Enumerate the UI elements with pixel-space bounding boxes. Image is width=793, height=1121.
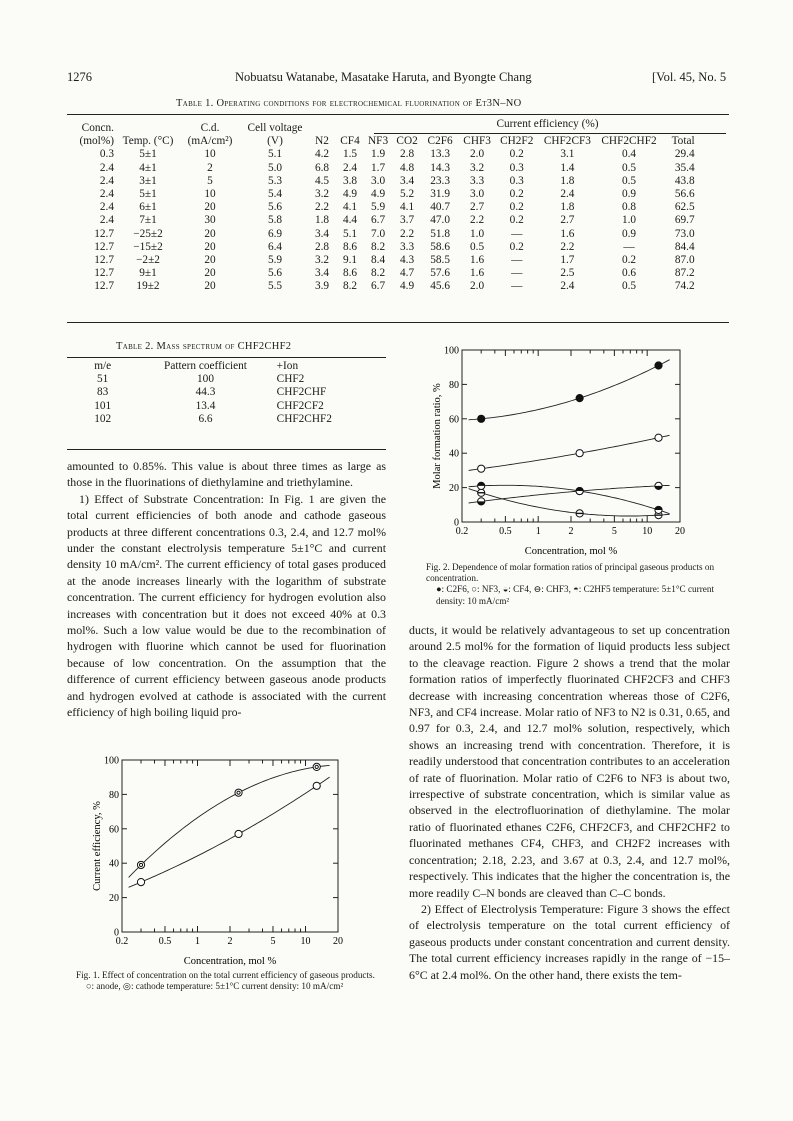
table1-cell: 0.3 [509,174,524,187]
table1-cell: 5.1 [267,148,283,161]
table1-cell: 2.4 [99,174,114,187]
fig1-x-tick-label: 20 [333,936,343,947]
table1-cell: 0.9 [621,188,637,201]
fig2-y-axis-label: Molar formation ratio, % [432,383,443,489]
fig2-series-line [469,360,670,420]
table1-cell: 0.5 [621,174,637,187]
table1-row [66,188,699,201]
table1-cell: 2 [207,161,213,174]
table1-cell: 5.1 [342,227,358,240]
fig1-data-point [235,789,242,796]
table1-cell: 0.5 [621,280,637,293]
table1-cell: 3.9 [314,280,330,293]
table1-cell: 2.2 [314,201,330,214]
table1-cell: 5.0 [267,161,283,174]
table1-cell: 2.4 [99,161,114,174]
table1-cell: 6.9 [267,227,283,240]
table1-cell: 45.6 [430,280,450,293]
fig2-caption [426,562,731,607]
table1-cell: 1.9 [370,148,386,161]
table1-col-header: C.d. (mA/cm²) [187,122,233,148]
fig2-series-line [469,485,670,503]
table1 [66,118,699,294]
table1-cell: 3.2 [470,161,485,174]
fig1-caption [76,970,386,992]
table1-cell: 40.7 [430,201,450,214]
fig2-x-tick-label: 1 [535,526,541,537]
table1-cell: 1.6 [560,227,575,240]
table1-bottom-rule [67,322,729,323]
fig2-x-tick-label: 5 [611,526,617,537]
table1-cell: 2.2 [470,214,485,227]
fig2-x-tick-label: 0.2 [455,526,469,537]
table1-cell: 4.9 [342,188,358,201]
table1-cell: 4.8 [400,161,415,174]
table1-col-header: Total [671,135,695,148]
table1-cell: 20 [204,254,216,267]
table1-cell: 3.4 [314,227,330,240]
table1-cell: 4.4 [342,214,358,227]
fig1-data-point [137,861,144,868]
table1-cell: 5.4 [267,188,283,201]
fig1-x-tick-label: 5 [270,936,276,947]
table1-cell: 29.4 [674,148,695,161]
table1-cell: 3.4 [314,267,330,280]
table1-cell: 58.6 [430,240,450,253]
table1-cell: 4.9 [370,188,386,201]
table1-col-header: CF4 [340,135,360,148]
fig1-plot-frame [122,760,338,932]
table2-cell: CHF2CF2 [276,399,324,412]
table1-cell: 2.2 [560,240,575,253]
table1-cell: 2.0 [470,148,485,161]
fig1-x-axis-label: Concentration, mol % [183,956,277,967]
table2-cell: 102 [94,412,112,425]
table1-cell: 0.3 [509,161,524,174]
fig2-data-point [655,482,662,489]
table2-caption: Table 2. Mass spectrum of CHF2CHF2 [116,341,292,352]
right-paragraph-1: ducts, it would be relatively advantageous to set up concentration around 2.5 mol% for the formation of liquid products less subject to the cleavage reaction. Figure 2 shows a trend that the molar formation ratios of imperfectly fluorinated CHF2CF3 and CHF3 decrease with increasing concentration whereas those of C2F6, NF3, and CF4 increase. Molar ratio of NF3 to N2 is 0.31, 0.65, and 0.97 for 0.3, 2.4, and 12.7 mol% solution, respectively, which shows an increasing trend with concentration. Therefore, it is readily understood that concentration contributes to an acceleration of rate of fluorination. Molar ratio of C2F6 to NF3 is about two, irrespective of substrate concentration, which is similar value as observed in the electrofluorination of diethylamine. The molar ratio of fluorinated ethanes C2F6, CHF2CF3, and CHF2CHF2 to fluorinated methanes CF4, CHF3, and CH2F2 increases with concentration; 2.18, 2.23, and 3.67 at 0.3, 2.4, and 12.7 mol%, respectively. This indicates that the higher the concentration is, the more readily C–N bonds are cleaved than C–C bonds. [409,623,730,900]
table1-cell: 1.6 [470,254,485,267]
left-column-text [67,458,386,721]
table2-grid [67,360,386,426]
table1-cell: 5.6 [267,267,283,280]
table1-cell: 56.6 [674,188,695,201]
table1-col-header: CHF2CHF2 [601,135,657,148]
table1-cell: 6.8 [314,161,330,174]
fig1-caption-legend: ○: anode, ◎: cathode temperature: 5±1°C current density: 10 mA/cm² [86,981,344,992]
table1-cell: 1.4 [560,161,575,174]
table1-cell: 5.6 [267,201,283,214]
table1-cell: 4.3 [400,254,415,267]
table2-cell: 44.3 [195,386,216,399]
table1-cell: 8.6 [342,267,358,280]
table1-caption: Table 1. Operating conditions for electrochemical fluorination of Et3N–NO [176,98,522,109]
table1-cell: 5.8 [267,214,283,227]
table1-cell: 5 [207,174,213,187]
table1-cell: −25±2 [133,227,163,240]
table1-cell: 8.4 [370,254,386,267]
table2-cell: 51 [97,373,109,386]
fig1-data-point [313,782,320,789]
table1-cell: 2.4 [99,188,114,201]
table2-row [67,373,386,386]
table2-cell: CHF2CHF2 [276,412,332,425]
table1-cell: 12.7 [94,227,114,240]
table1-cell: 2.4 [560,280,575,293]
table2-cell: 6.6 [198,412,213,425]
table1-cell: 87.0 [674,254,695,267]
table1-cell: 4.2 [314,148,330,161]
table1-cell: 23.3 [430,174,450,187]
table1-group-rule [374,133,726,134]
table1-cell: 5±1 [139,148,157,161]
volume-info: [Vol. 45, No. 5 [652,70,727,84]
fig2-data-point [576,510,583,517]
table2-row [67,413,386,426]
fig2-x-tick-label: 2 [568,526,574,537]
table1-col-header: N2 [315,135,329,148]
table1-cell: 8.2 [370,240,386,253]
table1-cell: 0.4 [621,148,637,161]
left-paragraph-1: amounted to 0.85%. This value is about three times as large as those in the fluorinations of diethylamine and triethylamine. [67,459,386,490]
table1-cell: 20 [204,201,216,214]
table1-cell: 12.7 [94,267,114,280]
fig1-y-tick-label: 20 [109,893,119,905]
table2-cell: 83 [97,386,109,399]
fig2-data-point [655,506,662,513]
table1-cell: 2.4 [342,161,358,174]
table1-cell: 10 [204,188,216,201]
table1-cell: 2.7 [560,214,575,227]
fig2-data-point [478,482,485,489]
fig2-x-tick-label: 20 [675,526,685,537]
table1-cell: 2.7 [470,201,485,214]
table1-cell: 3.3 [470,174,485,187]
running-authors: Nobuatsu Watanabe, Masatake Haruta, and Byongte Chang [235,70,532,84]
fig1-y-tick-label: 80 [109,789,119,801]
fig1-caption-title: Fig. 1. Effect of concentration on the total current efficiency of gaseous products. [76,970,375,980]
table1-cell: 4.1 [342,201,358,214]
table1-group-header: Current efficiency (%) [496,118,599,130]
table1-cell: 5.5 [267,280,283,293]
table1-row [66,254,699,267]
table1-cell: 0.9 [621,227,637,240]
table1-cell: 13.3 [430,148,450,161]
table1-cell: 3.0 [370,174,386,187]
table2-bottom-rule [67,449,386,450]
fig2-x-tick-label: 10 [642,526,653,537]
table1-cell: 0.2 [509,148,524,161]
table1-cell: 14.3 [430,161,450,174]
fig2-data-point [576,487,583,494]
right-column-text [409,622,730,983]
table1-cell: 0.2 [509,240,524,253]
table1-cell: 2.8 [400,148,415,161]
table1-cell: 8.6 [342,240,358,253]
table1-cell: 12.7 [94,254,114,267]
table1-cell: 2.0 [470,280,485,293]
fig2-x-tick-label: 0.5 [499,526,512,537]
fig1-data-point [313,763,320,770]
table1-row [66,201,699,214]
fig2-y-tick-label: 20 [449,483,459,495]
fig1-x-tick-label: 2 [227,936,233,947]
table2-cell: 101 [94,399,112,412]
table1-cell: 5.2 [400,188,415,201]
fig1-y-tick-label: 100 [104,755,119,767]
table1-cell: 0.5 [470,240,485,253]
table1-cell: 6.4 [267,240,283,253]
table1-cell: 20 [204,280,216,293]
fig1-y-axis-label: Current efficiency, % [92,801,103,891]
table1-cell: 0.2 [509,188,524,201]
table1-col-header: NF3 [368,135,389,148]
table1-cell: 1.5 [342,148,358,161]
table1-row [66,241,699,254]
table1-cell: 12.7 [94,280,114,293]
table1-cell: 3±1 [139,174,157,187]
table1-cell: 0.2 [509,201,524,214]
fig2-data-point [478,415,485,422]
table1-cell: 4±1 [139,161,157,174]
table1-cell: 9±1 [139,267,157,280]
fig1-x-tick-label: 10 [300,936,311,947]
table1-cell: 3.0 [470,188,485,201]
table1-cell: — [623,240,635,253]
table1-cell: 74.2 [674,280,695,293]
fig2-y-tick-label: 0 [454,517,459,529]
table1-cell: 1.6 [470,267,485,280]
table2-col-header: m/e [94,360,112,372]
table1-cell: 69.7 [674,214,695,227]
fig2-plot-frame [462,350,680,522]
table1-cell: 12.7 [94,240,114,253]
table1-cell: — [511,267,523,280]
table1-cell: 4.5 [314,174,330,187]
fig2-data-point [576,450,583,457]
table1-cell: 84.4 [674,240,695,253]
table1-col-header: Concn. (mol%) [79,122,114,148]
table1-cell: 1.8 [560,174,575,187]
fig2-series-line [469,489,670,516]
table1-cell: 2.4 [99,201,114,214]
table1-cell: 35.4 [674,161,695,174]
table1-row [66,280,699,293]
fig2-caption-legend: ●: C2F6, ○: NF3, ◒: CF4, ⊖: CHF3, ◓: C2HF5 temperature: 5±1°C current density: 10 mA/cm² [436,584,714,606]
table2-cell: CHF2CHF [276,386,327,399]
table1-cell: 1.7 [560,254,575,267]
table1-cell: 3.7 [400,214,415,227]
fig2-y-tick-label: 100 [444,345,459,357]
table1-col-header: CHF2CF3 [543,135,591,148]
table1-cell: 31.9 [430,188,450,201]
table1-cell: 5±1 [139,188,157,201]
table1-row [66,228,699,241]
table1-cell: 47.0 [430,214,450,227]
table1-cell: 2.2 [400,227,415,240]
table2-top-rule [67,357,386,358]
table1-cell: 6.7 [370,214,386,227]
table2-col-header: Pattern coefficient [164,360,247,372]
table1-cell: 4.9 [400,280,415,293]
table1-cell: 58.5 [430,254,450,267]
table1-cell: 7±1 [139,214,157,227]
table1-cell: — [511,280,523,293]
table1-row [66,175,699,188]
fig2-data-point [478,498,485,505]
table1-row [66,214,699,227]
table1-cell: — [511,227,523,240]
table1-col-header: CO2 [396,135,418,148]
table1-col-header: CHF3 [463,135,491,148]
table1-cell: 20 [204,240,216,253]
table1-cell: 1.8 [314,214,330,227]
table1-cell: 87.2 [674,267,695,280]
fig2-chart [428,342,698,560]
fig1-series-line [129,765,330,877]
table2-col-header: +Ion [276,360,299,372]
table1-cell: 2.8 [314,240,330,253]
table1-col-header: Temp. (°C) [122,135,174,148]
table1-cell: 2.4 [560,188,575,201]
table1-top-rule [67,114,729,115]
table1-cell: 4.7 [400,267,415,280]
fig2-y-tick-label: 60 [449,414,459,426]
fig1-x-tick-label: 1 [194,936,200,947]
table1-col-header: Cell voltage (V) [247,122,303,148]
table1-cell: 6.7 [370,280,386,293]
table1-row [66,162,699,175]
table1-cell: 6±1 [139,201,157,214]
fig2-caption-title: Fig. 2. Dependence of molar formation ratios of principal gaseous products on concentration. [426,562,715,584]
table1-cell: 0.6 [621,267,637,280]
fig2-data-point [655,434,662,441]
table1-grid [66,122,699,294]
fig1-y-tick-label: 60 [109,824,119,836]
table1-cell: 4.1 [400,201,415,214]
fig2-y-tick-label: 40 [449,448,459,460]
table1-col-header: C2F6 [427,135,453,148]
table1-cell: 3.4 [400,174,415,187]
right-paragraph-2: 2) Effect of Electrolysis Temperature: Figure 3 shows the effect of electrolysis temperature on the total current efficiency of gaseous products under constant concentration and current density. The total current efficiency increases rapidly in the range of −15–6°C at 2.4 mol%. On the other hand, there exists the tem- [409,901,730,982]
table1-col-header: CH2F2 [500,135,534,148]
table1-cell: 43.8 [674,174,695,187]
table1-cell: 3.1 [560,148,575,161]
table1-cell: 8.2 [370,267,386,280]
fig1-chart [78,752,368,974]
table1-cell: 0.2 [621,254,637,267]
fig2-series-line [469,435,670,470]
table1-cell: 0.2 [509,214,524,227]
table1-row [66,148,699,161]
table1-cell: 2.5 [560,267,575,280]
table1-cell: 9.1 [342,254,358,267]
table1-cell: 0.5 [621,161,637,174]
table1-cell: 62.5 [674,201,695,214]
table2-cell: CHF2 [276,373,305,386]
table1-cell: 19±2 [136,280,160,293]
fig1-series-line [129,777,330,887]
page-number: 1276 [67,70,92,84]
table1-cell: 10 [204,148,216,161]
table2-cell: 13.4 [195,399,216,412]
fig2-data-point [576,395,583,402]
fig2-data-point [478,489,485,496]
fig1-data-point [235,830,242,837]
table2-row [67,386,386,399]
fig2-x-axis-label: Concentration, mol % [524,546,618,557]
table1-cell: 1.0 [621,214,637,227]
fig1-x-tick-label: 0.2 [115,936,129,947]
table1-cell: 0.3 [99,148,114,161]
table1-cell: 20 [204,227,216,240]
table1-cell: 57.6 [430,267,450,280]
fig2-y-tick-label: 80 [449,379,459,391]
table1-cell: 7.0 [370,227,386,240]
fig1-x-tick-label: 0.5 [158,936,172,947]
table1-cell: 3.2 [314,188,330,201]
table1-cell: −15±2 [133,240,163,253]
table1-cell: −2±2 [136,254,160,267]
table1-cell: 20 [204,267,216,280]
table1-cell: 3.8 [342,174,358,187]
fig1-y-tick-label: 0 [114,927,119,939]
table1-cell: 5.9 [370,201,386,214]
table1-cell: 3.3 [400,240,415,253]
table1-cell: — [511,254,523,267]
table1-cell: 5.9 [267,254,283,267]
fig2-data-point [655,362,662,369]
fig1-y-tick-label: 40 [109,858,119,870]
table1-cell: 51.8 [430,227,450,240]
table2-row [67,400,386,413]
table1-cell: 5.3 [267,174,283,187]
fig1-data-point [137,879,144,886]
table1-cell: 0.8 [621,201,637,214]
table1-cell: 1.7 [370,161,386,174]
table1-cell: 2.4 [99,214,114,227]
fig2-data-point [478,465,485,472]
table2-cell: 100 [197,373,214,386]
left-paragraph-2: 1) Effect of Substrate Concentration: In Fig. 1 are given the total current efficiencies of both anode and cathode gaseous products at three different concentrations 0.3, 2.4, and 12.7 mol% under the constant electrolysis temperature 5±1°C and current density 10 mA/cm². The current efficiency of total gases produced at the anode increases linearly with the logarithm of substrate concentration. The current efficiency for hydrogen evolution also increases with concentration but it does not exceed 40% at 0.3 mol%. Such a low value would be due to the recombination of hydrogen with fluorine which cannot be used for fluorination because of low concentration. On the assumption that the difference of current efficiency between gaseous anode products and hydrogen evolved at cathode is associated with the current efficiency of high boiling liquid pro- [67,491,386,720]
table1-cell: 73.0 [674,227,695,240]
table1-cell: 8.2 [342,280,358,293]
table1-cell: 1.8 [560,201,575,214]
table1-cell: 30 [204,214,216,227]
table1-row [66,267,699,280]
table1-cell: 1.0 [470,227,485,240]
table1-cell: 3.2 [314,254,330,267]
